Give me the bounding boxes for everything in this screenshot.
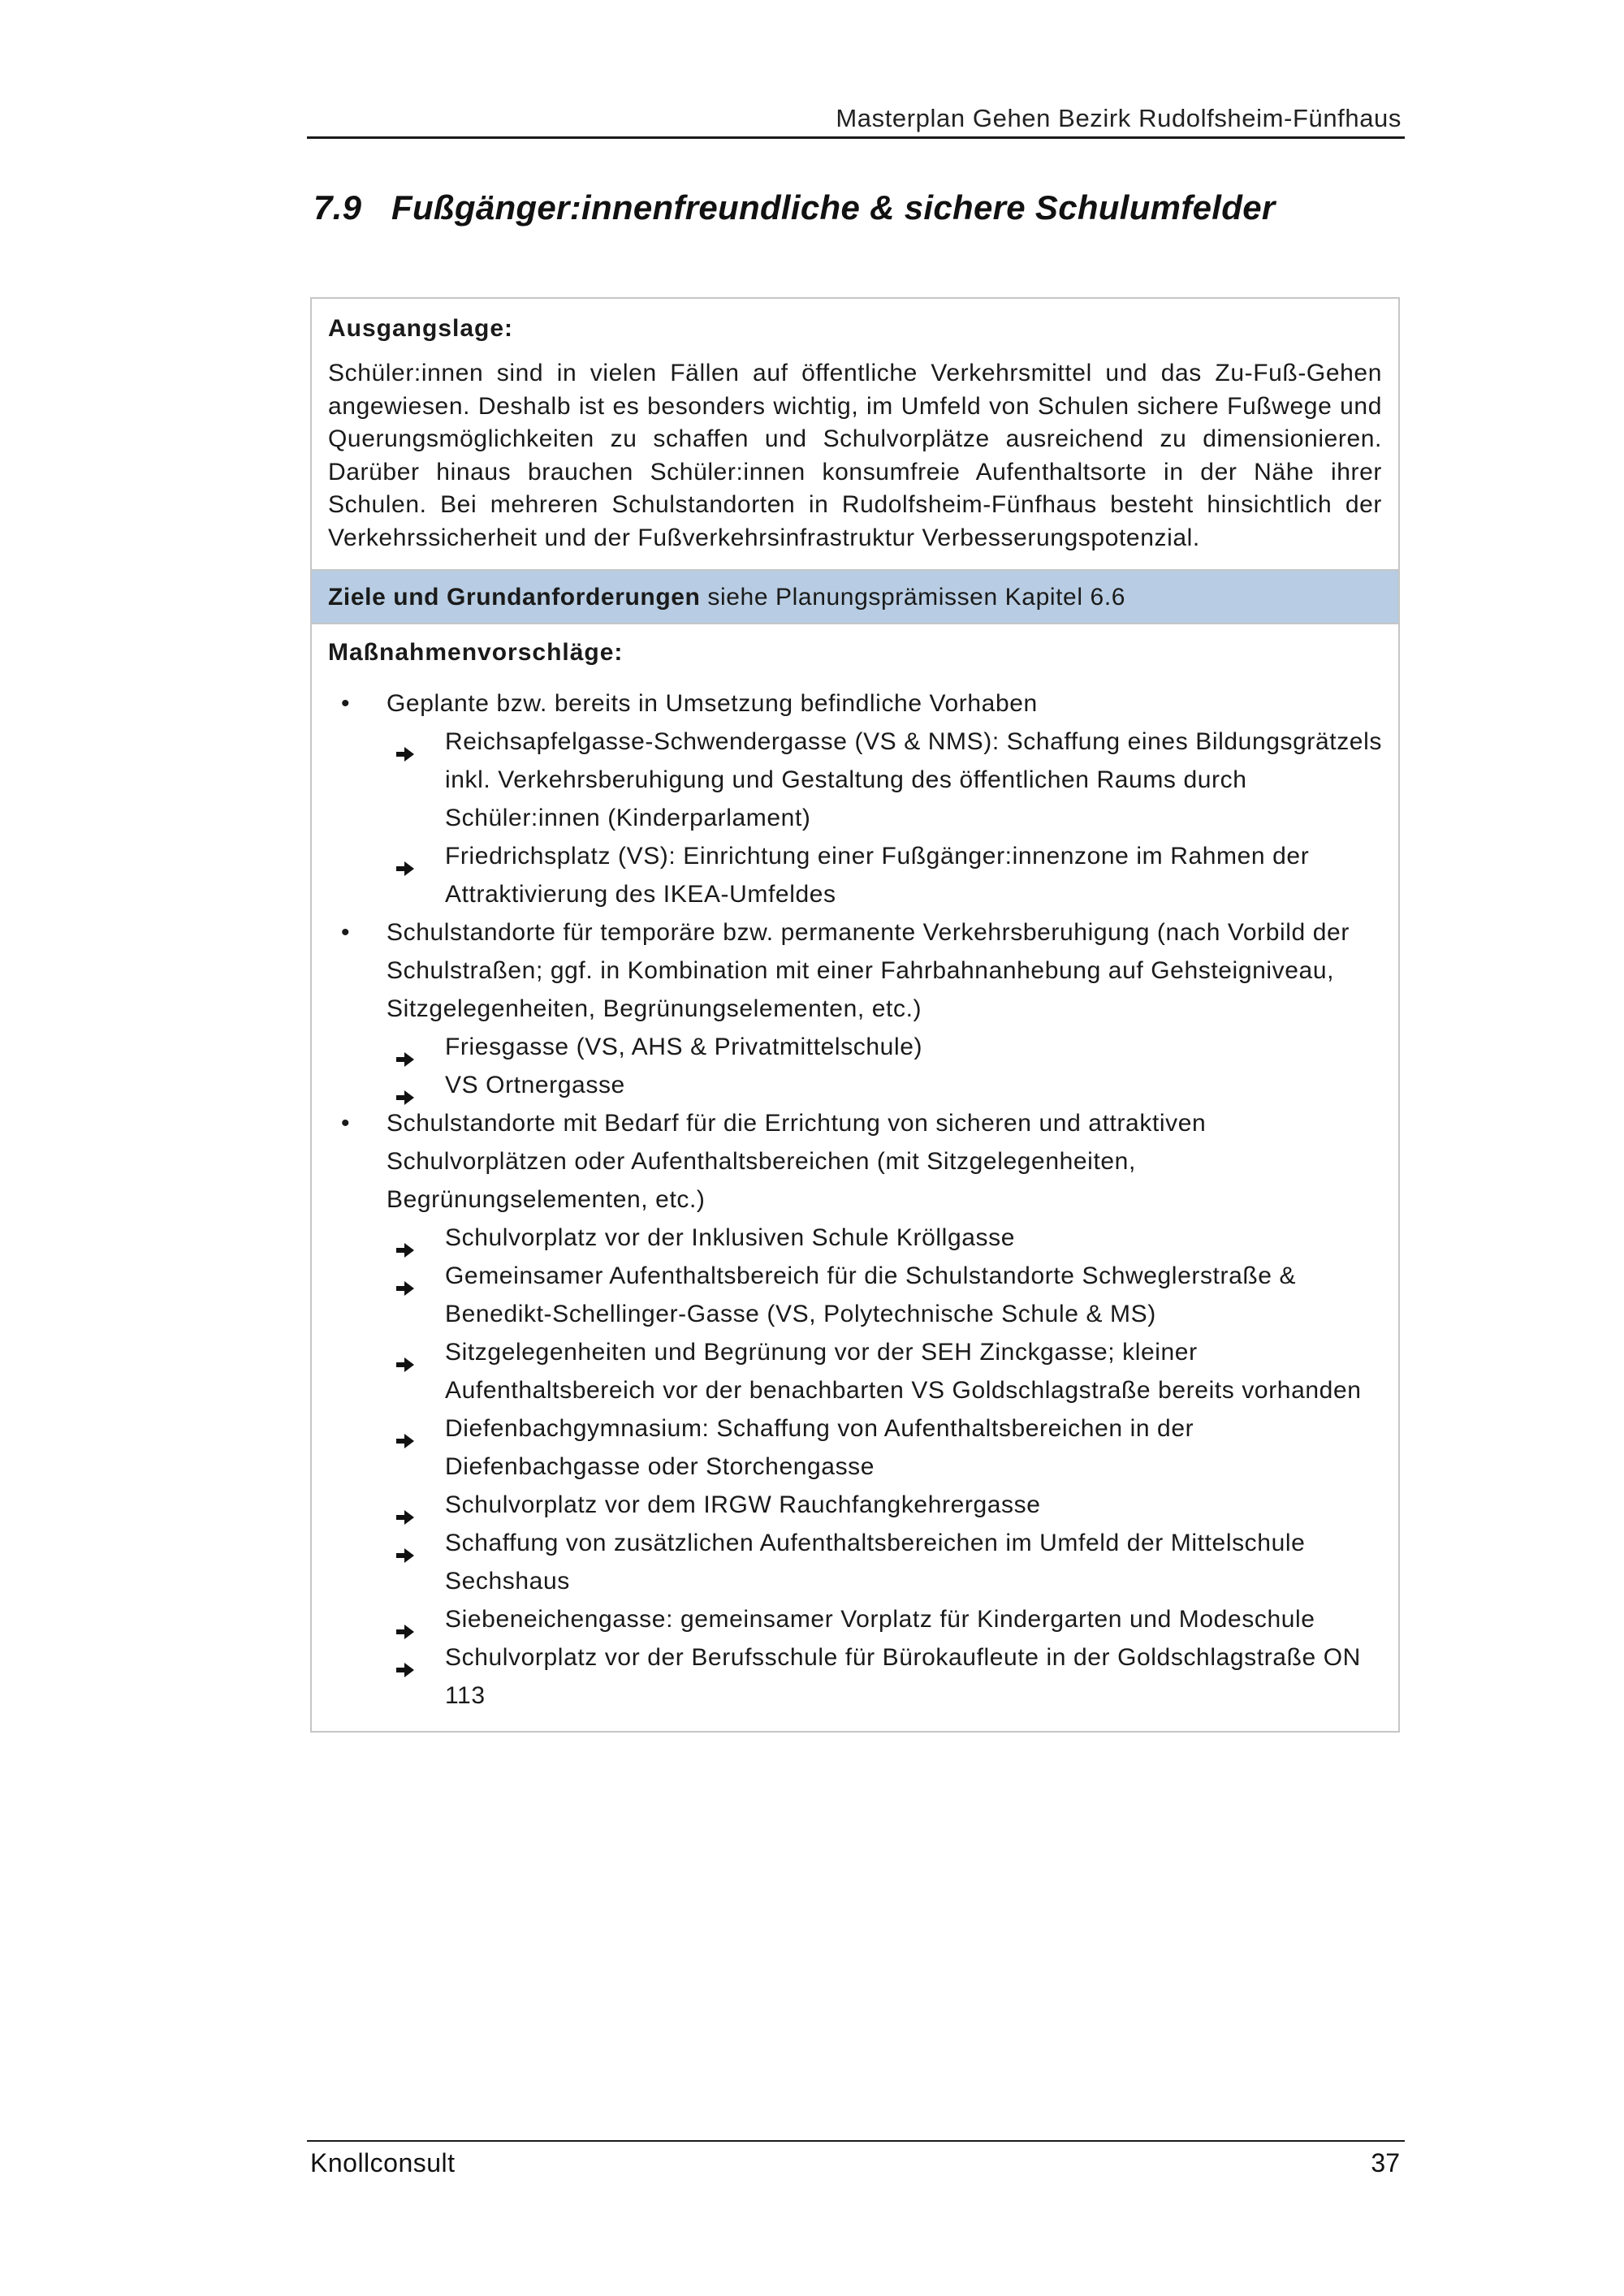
measure-subitem bbox=[387, 1638, 1382, 1715]
section-number: 7.9 bbox=[313, 188, 362, 227]
arrow-right-icon bbox=[396, 1231, 414, 1245]
measure-subitem bbox=[387, 723, 1382, 837]
measure-subitem bbox=[387, 1409, 1382, 1486]
arrow-right-icon bbox=[396, 1422, 414, 1436]
measure-subitem bbox=[387, 1600, 1382, 1638]
header-rule bbox=[307, 136, 1405, 139]
measure-subitem-text: Reichsapfelgasse-Schwendergasse (VS & NMS): Schaffung eines Bildungsgrätzels inkl. Verkehrsberuhigung und Gestaltung des öffentlichen Raums durch Schüler:innen (Kinderparlament) bbox=[445, 728, 1382, 831]
measure-text: Schulstandorte mit Bedarf für die Errichtung von sicheren und attraktiven Schulvorplätzen oder Aufenthaltsbereichen (mit Sitzgelegenheiten, Begrünungselementen, etc.) bbox=[387, 1110, 1207, 1213]
measure-subitem bbox=[387, 1066, 1382, 1104]
measures-section bbox=[312, 624, 1398, 1731]
measure-subitem bbox=[387, 1333, 1382, 1409]
goals-band bbox=[312, 569, 1398, 624]
measures-label: Maßnahmenvorschläge: bbox=[328, 639, 624, 666]
measure-subitem bbox=[387, 1486, 1382, 1524]
bullet-icon: • bbox=[341, 919, 351, 946]
arrow-right-icon bbox=[396, 1269, 414, 1284]
goals-label: Ziele und Grundanforderungen bbox=[328, 584, 701, 611]
measure-subitem bbox=[387, 1524, 1382, 1600]
section-title-text: Fußgänger:innenfreundliche & sichere Schulumfelder bbox=[391, 188, 1276, 227]
situation-text: Schüler:innen sind in vielen Fällen auf öffentliche Verkehrsmittel und das Zu-Fuß-Gehen angewiesen. Deshalb ist es besonders wichtig, im Umfeld von Schulen sichere Fußwege und Querungsmöglichkeiten zu schaffen und Schulvorplätze ausreichend zu dimensionieren. Darüber hinaus brauchen Schüler:innen konsumfreie Aufenthaltsorte in der Nähe ihrer Schulen. Bei mehreren Schulstandorten in Rudolfsheim-Fünfhaus besteht hinsichtlich der Verkehrssicherheit und der Fußverkehrsinfrastruktur Verbesserungspotenzial. bbox=[328, 360, 1382, 551]
bullet-icon: • bbox=[341, 1110, 351, 1137]
arrow-right-icon bbox=[396, 849, 414, 864]
arrow-right-icon bbox=[396, 1651, 414, 1665]
measure-subitem-text: Schaffung von zusätzlichen Aufenthaltsbereichen im Umfeld der Mittelschule Sechshaus bbox=[445, 1530, 1306, 1595]
situation-section bbox=[312, 299, 1398, 569]
measure-subitem-text: Diefenbachgymnasium: Schaffung von Aufenthaltsbereichen in der Diefenbachgasse oder Storchengasse bbox=[445, 1415, 1194, 1480]
measure-box bbox=[310, 297, 1400, 1733]
arrow-right-icon bbox=[396, 1498, 414, 1513]
footer-rule bbox=[307, 2140, 1405, 2142]
bullet-icon: • bbox=[341, 690, 351, 717]
measure-subitem-text: Gemeinsamer Aufenthaltsbereich für die Schulstandorte Schweglerstraße & Benedikt-Schellinger-Gasse (VS, Polytechnische Schule & MS) bbox=[445, 1262, 1297, 1327]
running-header: Masterplan Gehen Bezirk Rudolfsheim-Fünfhaus bbox=[836, 104, 1402, 132]
measure-subitem-text: Siebeneichengasse: gemeinsamer Vorplatz für Kindergarten und Modeschule bbox=[445, 1606, 1315, 1633]
situation-label: Ausgangslage: bbox=[328, 315, 514, 342]
measure-text: Geplante bzw. bereits in Umsetzung befindliche Vorhaben bbox=[387, 690, 1038, 717]
measure-subitem bbox=[387, 1257, 1382, 1333]
measure-subitem-text: Friesgasse (VS, AHS & Privatmittelschule) bbox=[445, 1034, 923, 1060]
arrow-right-icon bbox=[396, 1078, 414, 1093]
measure-subitems bbox=[387, 723, 1382, 913]
arrow-right-icon bbox=[396, 1536, 414, 1551]
measure-item bbox=[328, 1104, 1382, 1715]
measure-subitem bbox=[387, 1028, 1382, 1066]
measure-subitem-text: Friedrichsplatz (VS): Einrichtung einer Fußgänger:innenzone im Rahmen der Attraktivierung des IKEA-Umfeldes bbox=[445, 843, 1310, 908]
arrow-right-icon bbox=[396, 1040, 414, 1055]
measure-item bbox=[328, 684, 1382, 913]
footer-company: Knollconsult bbox=[310, 2148, 456, 2177]
arrow-right-icon bbox=[396, 1612, 414, 1627]
measure-subitem-text: Sitzgelegenheiten und Begrünung vor der SEH Zinckgasse; kleiner Aufenthaltsbereich vor der benachbarten VS Goldschlagstraße bereits vorhanden bbox=[445, 1339, 1362, 1404]
measure-subitems bbox=[387, 1028, 1382, 1104]
measure-subitem bbox=[387, 837, 1382, 913]
measure-subitem-text: Schulvorplatz vor der Inklusiven Schule Kröllgasse bbox=[445, 1224, 1015, 1251]
measures-list bbox=[328, 684, 1382, 1715]
section-title bbox=[313, 188, 1276, 227]
page-number: 37 bbox=[1371, 2148, 1400, 2177]
measure-item bbox=[328, 913, 1382, 1104]
measure-subitem-text: VS Ortnergasse bbox=[445, 1072, 625, 1098]
arrow-right-icon bbox=[396, 735, 414, 749]
measure-subitems bbox=[387, 1219, 1382, 1715]
goals-reference: siehe Planungsprämissen Kapitel 6.6 bbox=[700, 584, 1126, 611]
measure-subitem bbox=[387, 1219, 1382, 1257]
arrow-right-icon bbox=[396, 1345, 414, 1360]
measure-subitem-text: Schulvorplatz vor dem IRGW Rauchfangkehrergasse bbox=[445, 1491, 1041, 1518]
measure-text: Schulstandorte für temporäre bzw. permanente Verkehrsberuhigung (nach Vorbild der Schulstraßen; ggf. in Kombination mit einer Fahrbahnanhebung auf Gehsteigniveau, Sitzgelegenheiten, Begrünungselementen, etc.) bbox=[387, 919, 1350, 1022]
measure-subitem-text: Schulvorplatz vor der Berufsschule für Bürokaufleute in der Goldschlagstraße ON 113 bbox=[445, 1644, 1361, 1709]
